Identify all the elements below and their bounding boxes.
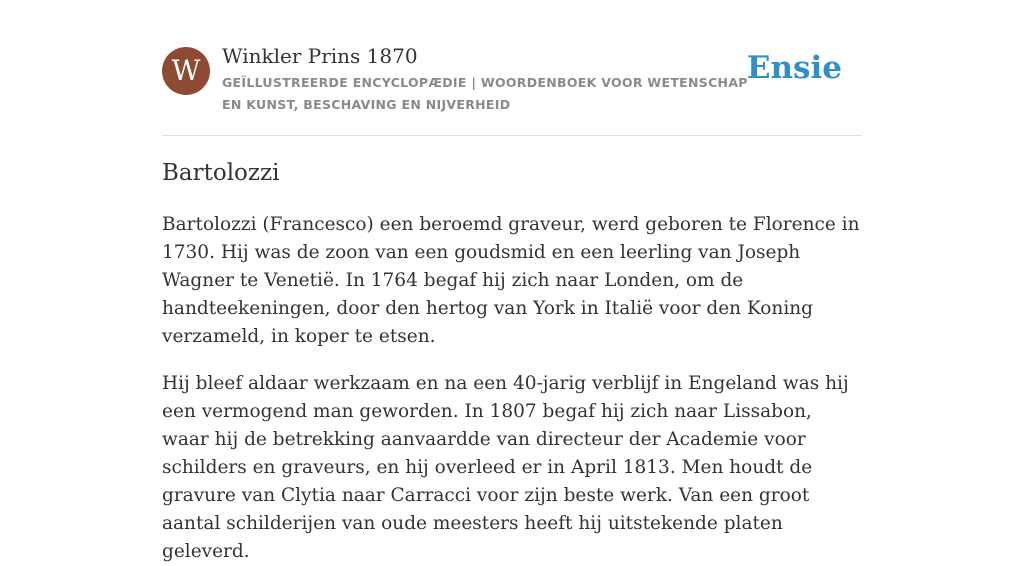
source-header bbox=[162, 0, 862, 136]
page bbox=[162, 0, 862, 566]
source-title[interactable]: Winkler Prins 1870 bbox=[222, 44, 418, 68]
entry-paragraph: Hij bleef aldaar werkzaam en na een 40-jarig verblijf in Engeland was hij een vermogend man geworden. In 1807 begaf hij zich naar Lissabon, waar hij de betrekking aanvaardde van directeur der Academie voor schilders en graveurs, en hij overleed er in April 1813. Men houdt de gravure van Clytia naar Carracci voor zijn beste werk. Van een groot aantal schilderijen van oude meesters heeft hij uitstekende platen geleverd. bbox=[162, 373, 849, 562]
source-avatar[interactable]: W bbox=[162, 47, 210, 95]
entry-paragraph: Bartolozzi (Francesco) een beroemd graveur, werd geboren te Florence in 1730. Hij was de zoon van een goudsmid en een leerling van Joseph Wagner te Venetië. In 1764 begaf hij zich naar Londen, om de handteekeningen, door den hertog van York in Italië voor den Koning verzameld, in koper te etsen. bbox=[162, 214, 860, 347]
ensie-logo[interactable]: Ensie bbox=[746, 50, 842, 86]
source-subtitle: GEÏLLUSTREERDE ENCYCLOPÆDIE | WOORDENBOEK VOOR WETENSCHAP EN KUNST, BESCHAVING EN NIJVERHEID bbox=[222, 75, 748, 112]
entry-body bbox=[162, 211, 862, 566]
entry-title: Bartolozzi bbox=[162, 160, 280, 186]
